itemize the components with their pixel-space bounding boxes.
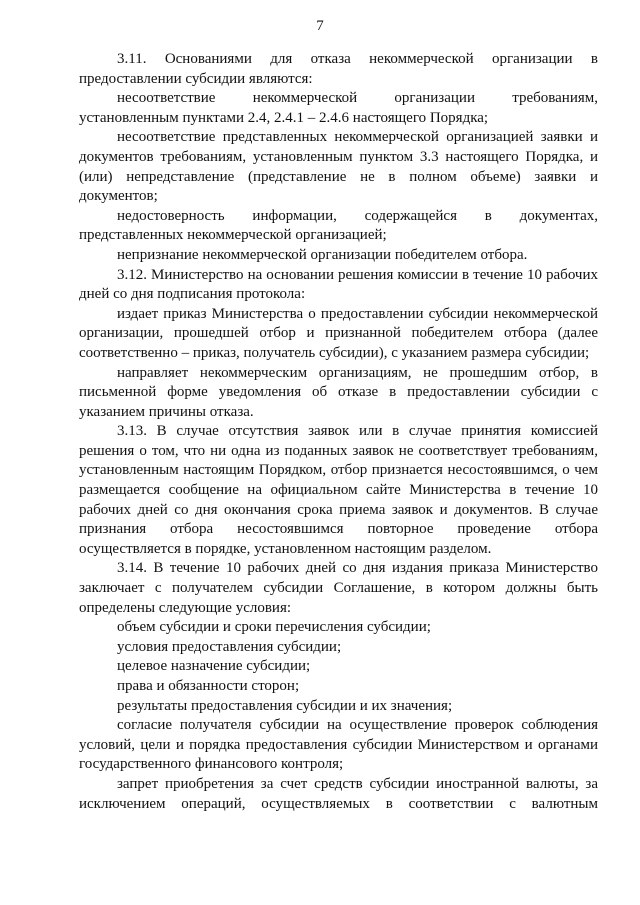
- paragraph-3-11: 3.11. Основаниями для отказа некоммерческой организации в предоставлении субсидии являются:: [79, 51, 598, 87]
- reason-unreliable-information: недостоверность информации, содержащейся в документах, представленных некоммерческой организацией;: [79, 207, 598, 244]
- page-number: 7: [316, 18, 324, 34]
- condition-results: результаты предоставления субсидии и их значения;: [117, 697, 453, 714]
- condition-rights-obligations: права и обязанности сторон;: [117, 678, 300, 694]
- body-text: [79, 50, 598, 814]
- reason-not-winner: непризнание некоммерческой организации победителем отбора.: [117, 246, 528, 263]
- action-issue-order: издает приказ Министерства о предоставлении субсидии некоммерческой организации, прошедшей отбор и признанной победителем отбора (далее соответственно – приказ, получатель субсидии), с указанием размера субсидии;: [79, 305, 598, 361]
- condition-provision-terms: условия предоставления субсидии;: [117, 638, 342, 655]
- condition-currency-ban: запрет приобретения за счет средств субсидии иностранной валюты, за исключением операций, осуществляемых в соответствии с валютным: [79, 775, 598, 812]
- reason-documents-mismatch: несоответствие представленных некоммерческой организацией заявки и документов требованиям, установленным пунктом 3.3 настоящего Порядка, и (или) непредставление (представление не в полном объеме) заявки и документов;: [79, 129, 598, 205]
- condition-consent-audits: согласие получателя субсидии на осуществление проверок соблюдения условий, цели и порядка предоставления субсидии Министерством и органами государственного финансового контроля;: [79, 717, 598, 773]
- paragraph-3-14: 3.14. В течение 10 рабочих дней со дня издания приказа Министерство заключает с получателем субсидии Соглашение, в котором должны быть определены следующие условия:: [79, 560, 598, 616]
- condition-purpose: целевое назначение субсидии;: [117, 658, 311, 675]
- reason-noncompliance-requirements: несоответствие некоммерческой организации требованиям, установленным пунктами 2.4, 2.4.1 – 2.4.6 настоящего Порядка;: [79, 90, 598, 126]
- paragraph-3-12: 3.12. Министерство на основании решения комиссии в течение 10 рабочих дней со дня подписания протокола:: [79, 266, 598, 303]
- action-send-refusal: направляет некоммерческим организациям, не прошедшим отбор, в письменной форме уведомления об отказе в предоставлении субсидии с указанием причины отказа.: [79, 364, 598, 420]
- paragraph-3-13: 3.13. В случае отсутствия заявок или в случае принятия комиссией решения о том, что ни одна из поданных заявок не соответствует требованиям, установленным настоящим Порядком, отбор признается несостоявшимся, о чем размещается сообщение на официальном сайте Министерства в течение 10 рабочих дней со дня окончания срока приема заявок и документов. В случае признания отбора несостоявшимся повторное проведение отбора осуществляется в порядке, установленном настоящим разделом.: [79, 423, 598, 557]
- condition-amount-and-terms: объем субсидии и сроки перечисления субсидии;: [117, 619, 431, 636]
